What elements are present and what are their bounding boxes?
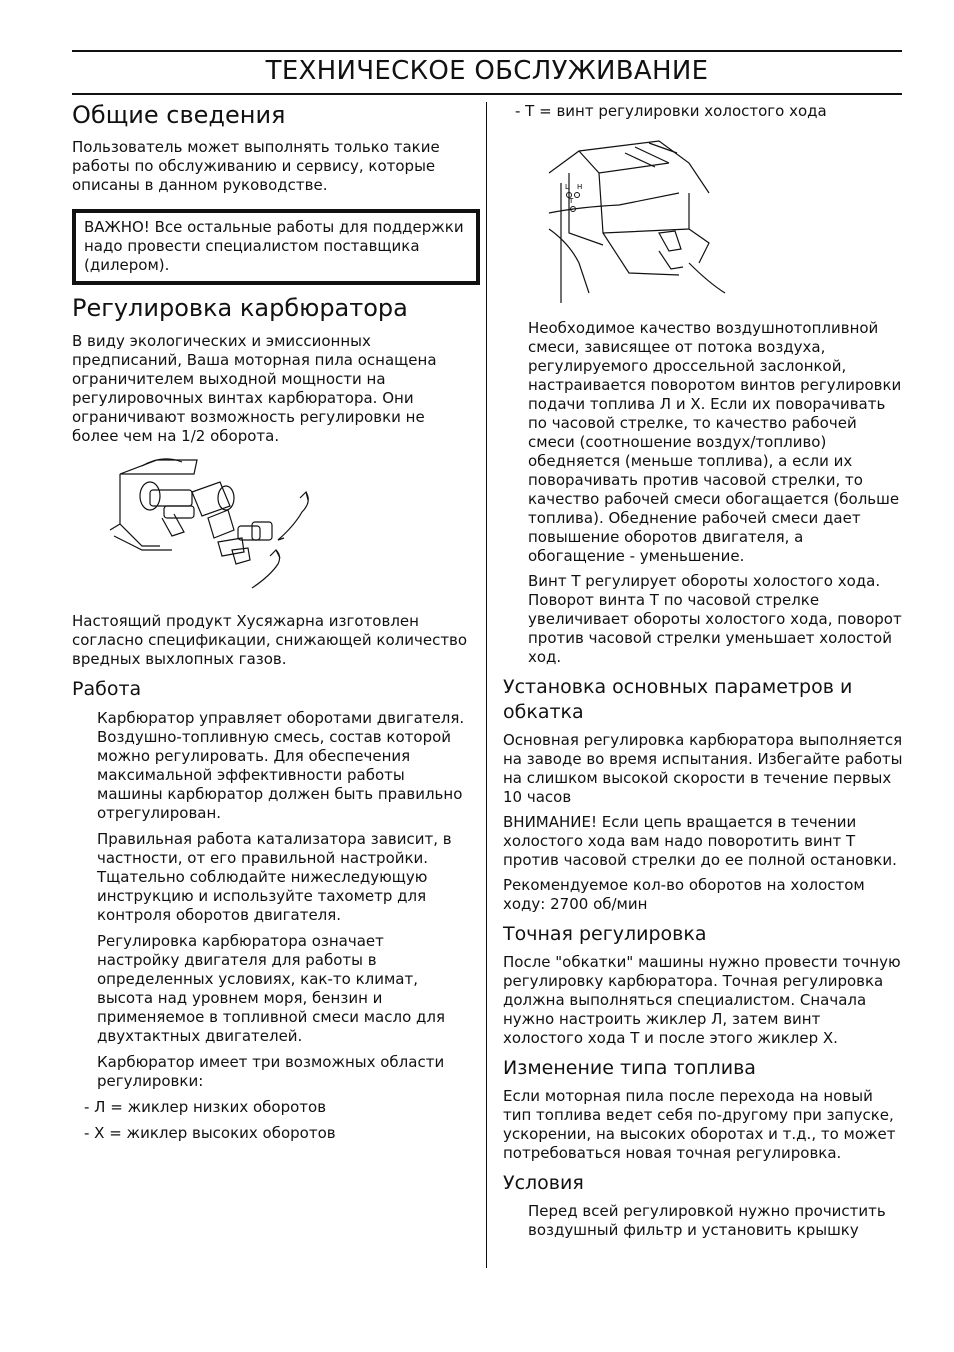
fig-label-h: H — [577, 183, 583, 191]
conditions-text: Перед всей регулировкой нужно прочистить воздушный фильтр и установить крышку — [528, 1202, 886, 1239]
carb-intro: В виду экологических и эмиссионных предписаний, Ваша моторная пила оснащена ограничителем выходной мощности на регулировочных винтах карбюратора. Они ограничивают возможность регулировки не более чем на 1/2 оборота. — [72, 332, 437, 445]
fine-text: После "обкатки" машины нужно провести точную регулировку карбюратора. Точная регулировка должна выполняться специалистом. Сначала нужно настроить жиклер Л, затем винт холостого хода Т и после этого жиклер Х. — [503, 953, 901, 1047]
work-paragraph-2: Правильная работа катализатора зависит, в частности, от его правильной настройки. Тщательно соблюдайте нижеследующую инструкцию и используйте тахометр для контроля оборотов двигателя. — [97, 830, 452, 924]
general-heading: Общие сведения — [72, 101, 286, 129]
list-item-h: - Х = жиклер высоких оборотов — [84, 1124, 336, 1142]
right-column — [503, 102, 903, 1240]
work-paragraph-4: Карбюратор имеет три возможных области регулировки: — [97, 1053, 445, 1090]
setup-paragraph-2: ВНИМАНИЕ! Если цепь вращается в течении холостого хода вам надо поворотить винт Т против часовой стрелки до ее полной остановки. — [503, 813, 897, 869]
list-item-l: - Л = жиклер низких оборотов — [84, 1098, 327, 1116]
fine-heading: Точная регулировка — [503, 923, 707, 945]
fuel-text: Если моторная пила после перехода на новый тип топлива ведет себя по-другому при запуске, ускорении, на высоких оборотах и т.д., то может потребоваться новая точная регулировка. — [503, 1087, 896, 1162]
idle-screw-figure — [539, 133, 903, 303]
page-title: ТЕХНИЧЕСКОЕ ОБСЛУЖИВАНИЕ — [265, 56, 709, 86]
t-screw-text: Винт Т регулирует обороты холостого хода. Поворот винта Т по часовой стрелке увеличивает обороты холостого хода, поворот против часовой стрелки уменьшает холостой ход. — [528, 572, 902, 666]
work-paragraph-3: Регулировка карбюратора означает настройку двигателя для работы в определенных условиях, как-то климат, высота над уровнем моря, бензин и применяемое в топливной смеси масло для двухтактных двигателей. — [97, 932, 446, 1045]
important-box — [72, 209, 480, 285]
setup-heading: Установка основных параметров и обкатка — [503, 676, 853, 723]
fig-label-l: L — [565, 183, 569, 191]
header-rule-bottom — [72, 93, 902, 95]
fig-label-t: T — [569, 197, 574, 205]
product-text: Настоящий продукт Хусяжарна изготовлен согласно спецификации, снижающей количество вредных выхлопных газов. — [72, 612, 468, 668]
list-item-t: - Т = винт регулировки холостого хода — [515, 102, 827, 120]
general-text: Пользователь может выполнять только такие работы по обслуживанию и сервису, которые описаны в данном руководстве. — [72, 138, 440, 194]
mix-text: Необходимое качество воздушнотопливной смеси, зависящее от потока воздуха, регулируемого дроссельной заслонкой, настраивается поворотом винтов регулировки подачи топлива Л и Х. Если их поворачивать по часовой стрелке, то качество рабочей смеси (соотношение воздух/топливо) обедняется (меньше топлива), а если их поворачивать против часовой стрелки, то качество рабочей смеси обогащается (больше топлива). Обеднение рабочей смеси дает повышение оборотов двигателя, а обогащение - уменьшение. — [528, 319, 902, 565]
important-text: ВАЖНО! Все остальные работы для поддержки надо провести специалистом поставщика (дилером). — [84, 218, 464, 274]
carburetor-screws-figure — [102, 452, 470, 608]
column-divider — [486, 102, 487, 1268]
conditions-heading: Условия — [503, 1172, 584, 1194]
left-column — [72, 98, 470, 1143]
work-paragraph-1: Карбюратор управляет оборотами двигателя. Воздушно-топливную смесь, состав которой можно регулировать. Для обеспечения максимальной эффективности работы машины карбюратор должен быть правильно отрегулирован. — [97, 709, 465, 822]
work-heading: Работа — [72, 678, 142, 700]
setup-paragraph-3: Рекомендуемое кол-во оборотов на холостом ходу: 2700 об/мин — [503, 876, 865, 913]
header-rule-top — [72, 50, 902, 52]
setup-paragraph-1: Основная регулировка карбюратора выполняется на заводе во время испытания. Избегайте работы на слишком высокой скорости в течение первых 10 часов — [503, 731, 903, 806]
fuel-heading: Изменение типа топлива — [503, 1057, 756, 1079]
carb-heading: Регулировка карбюратора — [72, 294, 408, 322]
